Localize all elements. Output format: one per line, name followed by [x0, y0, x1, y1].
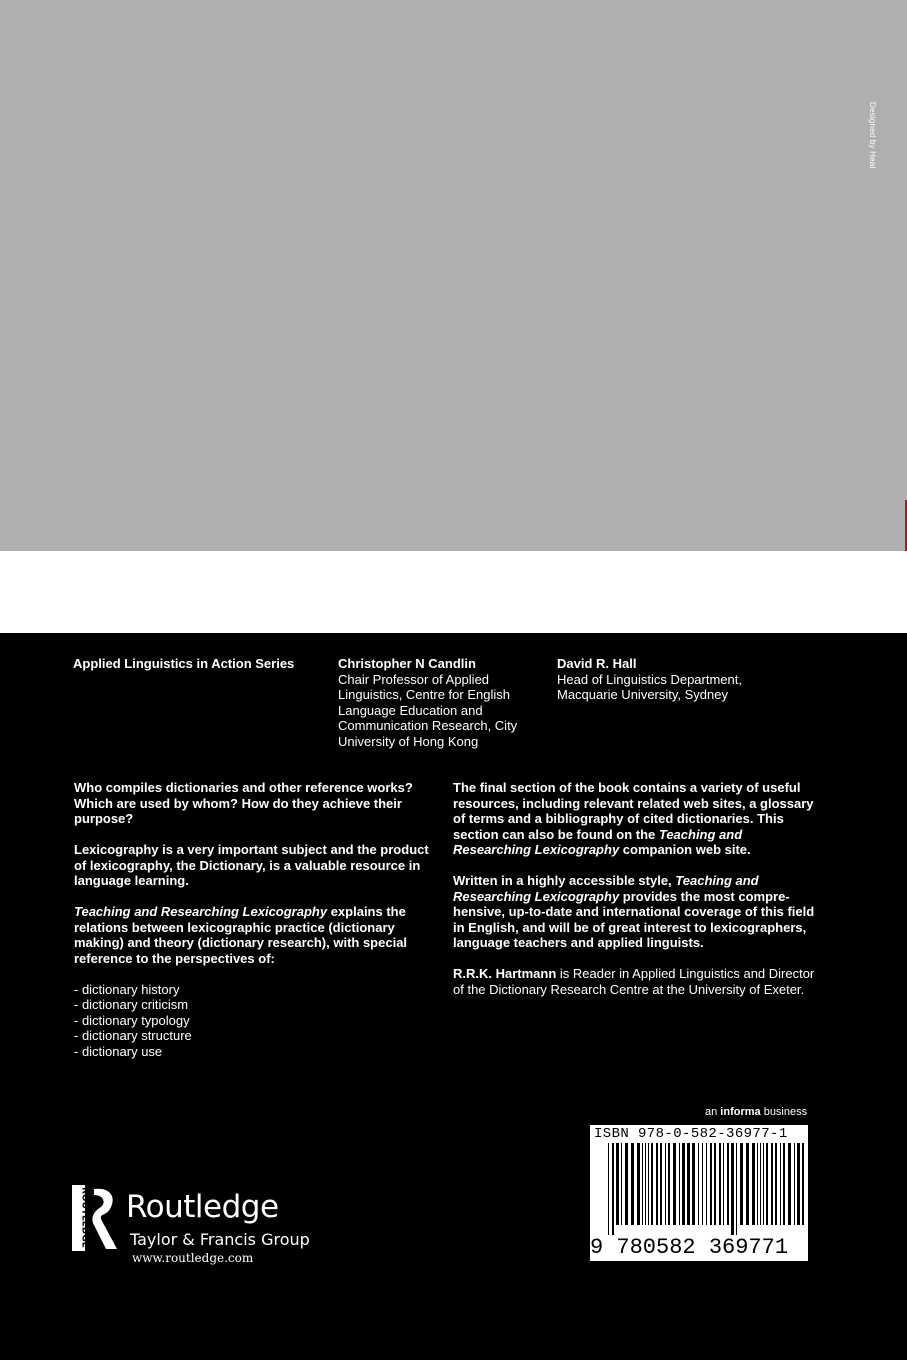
- barcode-bar: [682, 1143, 685, 1225]
- routledge-logo-icon: [72, 1185, 120, 1253]
- blurb-right-column: [453, 780, 815, 1013]
- blurb-paragraph: Lexicography is a very important subject and the product of lexicography, the Dictionary, is a valuable resource in language learning.: [74, 842, 429, 888]
- barcode-bar: [698, 1143, 699, 1225]
- barcode-bar: [692, 1143, 695, 1225]
- barcode-bar: [802, 1143, 804, 1225]
- cover-image-area: [0, 0, 907, 551]
- barcode-bar: [788, 1143, 791, 1225]
- author-name: R.R.K. Hartmann: [453, 966, 557, 981]
- list-item: - dictionary structure: [74, 1028, 192, 1043]
- barcode-bar: [752, 1143, 755, 1225]
- list-item: - dictionary criticism: [74, 997, 189, 1012]
- barcode-bar: [673, 1143, 676, 1225]
- designer-credit: Designed by Heat: [868, 102, 877, 169]
- barcode-bar: [723, 1143, 724, 1225]
- list-item: - dictionary history: [74, 981, 180, 997]
- book-title: Teaching and Researching Lexicography: [74, 904, 328, 919]
- list-item: - dictionary typology: [74, 1012, 190, 1028]
- barcode-bar: [621, 1143, 622, 1225]
- barcode-bar: [637, 1143, 640, 1225]
- barcode-bar: [648, 1143, 649, 1225]
- barcode-bar: [757, 1143, 758, 1225]
- editor-affiliation: Chair Professor of Applied Linguistics, Centre for English Language Education and Communication Research, City University of Hong Kong: [338, 671, 518, 749]
- barcode-bar: [760, 1143, 761, 1225]
- series-editor: [338, 656, 543, 749]
- barcode-bar: [797, 1143, 800, 1225]
- editor-name: Christopher N Candlin: [338, 656, 476, 671]
- editor-name: David R. Hall: [557, 656, 637, 671]
- publisher-name: Routledge: [126, 1189, 279, 1225]
- barcode-bar: [651, 1143, 653, 1225]
- barcode-bar: [710, 1143, 712, 1225]
- isbn-label: ISBN 978-0-582-36977-1: [594, 1126, 788, 1142]
- informa-tagline: an informa business: [705, 1106, 808, 1118]
- barcode-bar: [771, 1143, 773, 1225]
- logo-vertical-text: ROUTLEDGE: [79, 1187, 90, 1248]
- perspectives-list: [74, 982, 439, 1060]
- blurb-paragraph: Teaching and Researching Lexicography explains the relations between lexicographic practice (dictionary making) and theory (dictionary research), with special reference to the perspectives of:: [74, 904, 408, 966]
- barcode-bar: [740, 1143, 743, 1225]
- barcode-bar: [714, 1143, 716, 1225]
- blurb-paragraph: The final section of the book contains a variety of useful resources, including relevant related web sites, a glossary of terms and a bibliography of cited dictionaries. This section can also be found on the Teaching and Researching Lexicography companion web site.: [453, 780, 814, 857]
- barcode-bar: [763, 1143, 764, 1225]
- blurb-left-column: [74, 780, 439, 1059]
- barcode-bar: [766, 1143, 768, 1225]
- barcode-bar: [746, 1143, 749, 1225]
- author-bio: R.R.K. Hartmann is Reader in Applied Linguistics and Director of the Dictionary Research Centre at the University of Exeter.: [453, 966, 815, 997]
- barcode-bar: [702, 1143, 703, 1225]
- series-editor: [557, 656, 777, 703]
- barcode-bar: [775, 1143, 777, 1225]
- barcode-bar: [625, 1143, 628, 1225]
- barcode-bar: [631, 1143, 634, 1225]
- barcode-bar: [668, 1143, 670, 1225]
- blurb-paragraph: Who compiles dictionaries and other reference works? Which are used by whom? How do they achieve their purpose?: [74, 780, 413, 826]
- barcode-bar: [608, 1143, 609, 1235]
- barcode-bar: [616, 1143, 619, 1225]
- isbn-barcode: [590, 1125, 808, 1261]
- list-item: - dictionary use: [74, 1043, 163, 1059]
- barcode-bar: [731, 1143, 734, 1235]
- barcode-bar: [612, 1143, 614, 1235]
- barcode-bar: [794, 1143, 795, 1225]
- barcode-bar: [706, 1143, 707, 1225]
- book-title: Teaching and Researching Lexicography: [453, 826, 743, 857]
- barcode-bar: [727, 1143, 729, 1225]
- barcode-bar: [660, 1143, 662, 1225]
- back-cover-panel: [0, 633, 907, 1360]
- barcode-bar: [645, 1143, 646, 1225]
- barcode-bar: [783, 1143, 785, 1225]
- blurb-paragraph: Written in a highly accessible style, Teaching and Researching Lexicography provides the most comprehensive, up-to-date and international coverage of this field in English, and will be of great interest to lexicographers, language teachers and applied linguists.: [453, 873, 815, 950]
- barcode-bar: [665, 1143, 666, 1225]
- book-title: Teaching and Researching Lexicography: [453, 873, 759, 904]
- editor-affiliation: Head of Linguistics Department, Macquarie University, Sydney: [557, 671, 742, 702]
- publisher-group: Taylor & Francis Group: [130, 1230, 310, 1249]
- barcode-bar: [642, 1143, 643, 1225]
- barcode-bar: [687, 1143, 690, 1225]
- barcode-bar: [780, 1143, 781, 1225]
- barcode-bar: [679, 1143, 680, 1225]
- barcode-bar: [719, 1143, 721, 1225]
- barcode-bar: [736, 1143, 737, 1235]
- barcode-bars: [608, 1143, 804, 1235]
- barcode-bar: [656, 1143, 658, 1225]
- isbn-digits: 9 780582 369771: [590, 1235, 789, 1260]
- series-title: Applied Linguistics in Action Series: [73, 656, 295, 671]
- white-band: [0, 551, 907, 633]
- publisher-url[interactable]: www.routledge.com: [132, 1251, 254, 1265]
